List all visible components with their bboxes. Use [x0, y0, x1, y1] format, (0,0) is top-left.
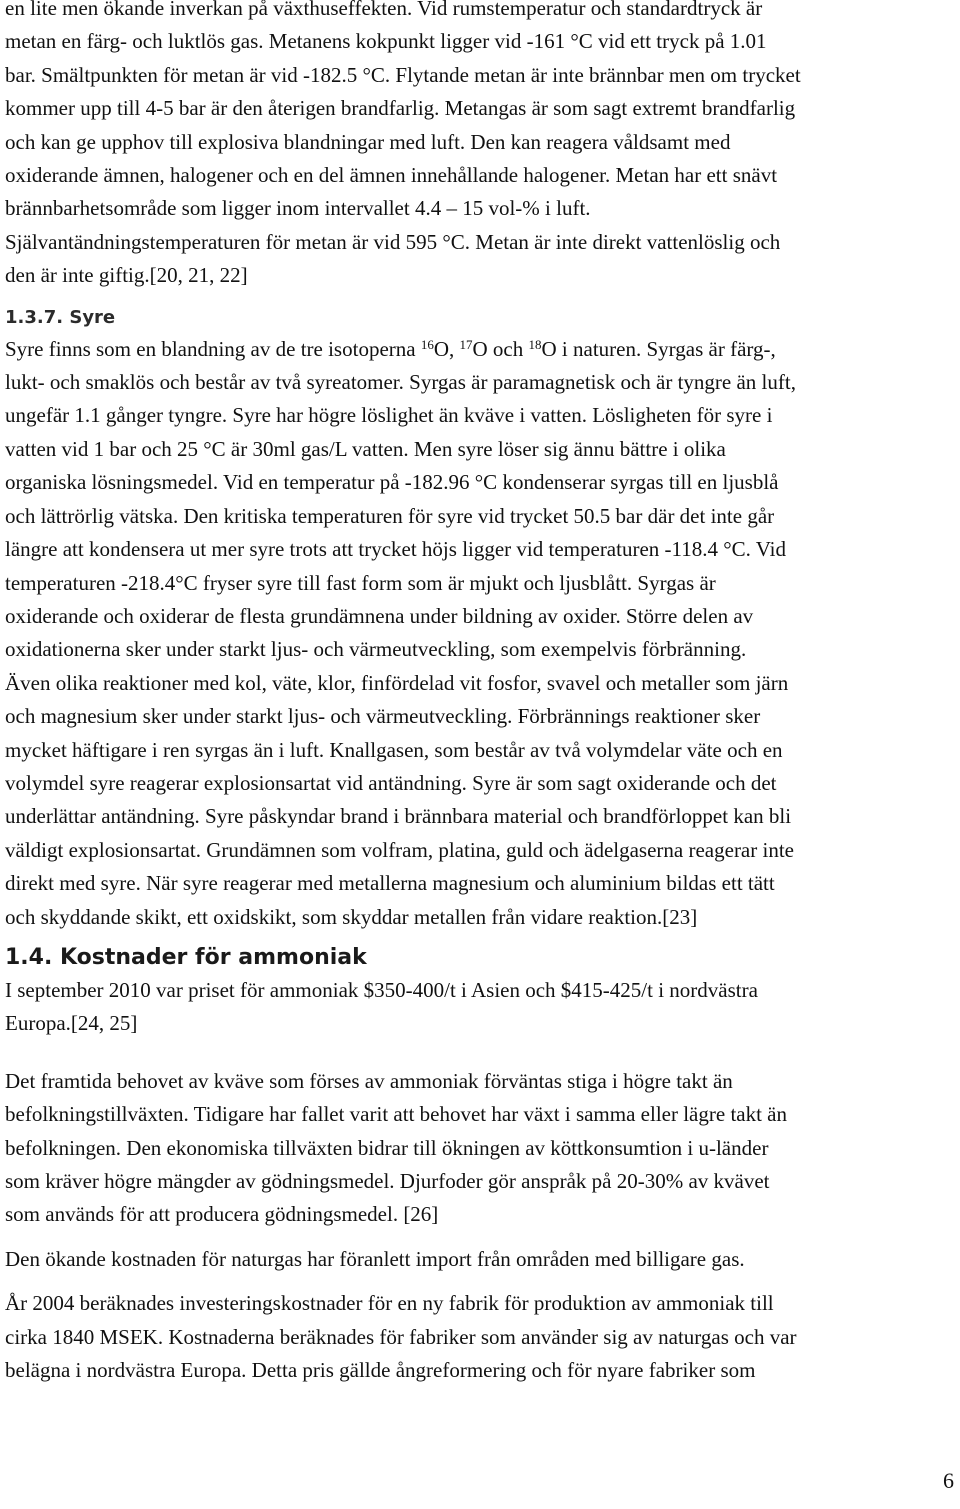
paragraph-syre	[5, 333, 955, 934]
text-line: längre att kondensera ut mer syre trots att trycket höjs ligger vid temperaturen -118.4 °C. Vid	[5, 537, 787, 562]
text-line: vatten vid 1 bar och 25 °C är 30ml gas/L vatten. Men syre löser sig ännu bättre i olika	[5, 436, 726, 461]
isotope-superscript: 16	[420, 336, 434, 352]
text-line: en lite men ökande inverkan på växthuseffekten. Vid rumstemperatur och standardtryck är	[5, 0, 763, 20]
text-line: och kan ge upphov till explosiva blandningar med luft. Den kan reagera våldsamt med	[5, 129, 731, 154]
paragraph-metan	[5, 0, 955, 293]
text-line: och lättrörlig vätska. Den kritiska temperaturen för syre vid trycket 50.5 bar där det inte går	[5, 503, 775, 528]
text-line: Självantändningstemperaturen för metan är vid 595 °C. Metan är inte direkt vattenlöslig och	[5, 229, 781, 254]
text-fragment: Syre finns som en blandning av de tre isotoperna	[5, 336, 421, 361]
document-page	[5, 0, 955, 1387]
text-line: bar. Smältpunkten för metan är vid -182.5 °C. Flytande metan är inte brännbar men om trycket	[5, 62, 801, 87]
paragraph-naturgas	[5, 1243, 955, 1276]
paragraph-gap	[5, 1041, 955, 1065]
text-line: brännbarhetsområde som ligger inom intervallet 4.4 – 15 vol-% i luft.	[5, 196, 591, 221]
text-line: oxiderande ämnen, halogener och en del ämnen innehållande halogener. Metan har ett snävt	[5, 163, 778, 188]
text-line: temperaturen -218.4°C fryser syre till fast form som är mjukt och ljusblått. Syrgas är	[5, 570, 716, 595]
text-line: ungefär 1.1 gånger tyngre. Syre har högre löslighet än kväve i vatten. Lösligheten för syre i	[5, 403, 773, 428]
text-fragment: O,	[433, 336, 460, 361]
text-line: metan en färg- och luktlös gas. Metanens kokpunkt ligger vid -161 °C vid ett tryck på 1.01	[5, 29, 767, 54]
text-line: oxiderande och oxiderar de flesta grundämnena under bildning av oxider. Större delen av	[5, 603, 754, 628]
text-line: underlättar antändning. Syre påskyndar brand i brännbara material och brandförloppet kan bli	[5, 804, 792, 829]
text-fragment: O och	[472, 336, 529, 361]
paragraph-gap	[5, 1276, 955, 1287]
text-line: Även olika reaktioner med kol, väte, klor, finfördelad vit fosfor, svavel och metaller som järn	[5, 670, 789, 695]
text-line: befolkningen. Den ekonomiska tillväxten bidrar till ökningen av köttkonsumtion i u-länder	[5, 1135, 769, 1160]
section-heading-syre: 1.3.7. Syre	[5, 306, 116, 328]
text-line: som används för att producera gödningsmedel. [26]	[5, 1202, 439, 1227]
text-line: cirka 1840 MSEK. Kostnaderna beräknades för fabriker som använder sig av naturgas och var	[5, 1324, 797, 1349]
text-line: Den ökande kostnaden för naturgas har föranlett import från områden med billigare gas.	[5, 1246, 745, 1271]
section-heading-kostnader: 1.4. Kostnader för ammoniak	[5, 944, 367, 970]
text-line: belägna i nordvästra Europa. Detta pris gällde ångreformering och för nyare fabriker som	[5, 1358, 756, 1383]
text-line: År 2004 beräknades investeringskostnader för en ny fabrik för produktion av ammoniak till	[5, 1291, 774, 1316]
text-fragment: O i naturen. Syrgas är färg-,	[541, 336, 776, 361]
text-line: som kräver högre mängder av gödningsmedel. Djurfoder gör anspråk på 20-30% av kvävet	[5, 1169, 770, 1193]
text-line: organiska lösningsmedel. Vid en temperatur på -182.96 °C kondenserar syrgas till en ljusblå	[5, 470, 779, 495]
text-line-isotopes	[5, 333, 955, 366]
paragraph-gap	[5, 1232, 955, 1243]
text-line: Det framtida behovet av kväve som förses av ammoniak förväntas stiga i högre takt än	[5, 1068, 733, 1093]
text-line: den är inte giftig.[20, 21, 22]	[5, 263, 248, 288]
paragraph-pris	[5, 974, 955, 1041]
isotope-superscript: 17	[459, 336, 473, 352]
text-line: Europa.[24, 25]	[5, 1011, 138, 1036]
text-line: och skyddande skikt, ett oxidskikt, som skyddar metallen från vidare reaktion.[23]	[5, 904, 698, 929]
text-line: väldigt explosionsartat. Grundämnen som volfram, platina, guld och ädelgaserna reagerar inte	[5, 837, 794, 862]
text-line: direkt med syre. När syre reagerar med metallerna magnesium och aluminium bildas ett tätt	[5, 871, 775, 896]
page-number: 6	[943, 1468, 954, 1493]
text-line: oxidationerna sker under starkt ljus- och värmeutveckling, som exempelvis förbränning.	[5, 637, 747, 662]
text-line: I september 2010 var priset för ammoniak $350-400/t i Asien och $415-425/t i nordvästra	[5, 977, 758, 1002]
isotope-superscript: 18	[528, 336, 542, 352]
text-line: kommer upp till 4-5 bar är den återigen brandfarlig. Metangas är som sagt extremt brandfarlig	[5, 96, 796, 121]
paragraph-behov	[5, 1065, 955, 1232]
paragraph-investering	[5, 1287, 955, 1387]
text-line: och magnesium sker under starkt ljus- och värmeutveckling. Förbrännings reaktioner sker	[5, 704, 761, 729]
text-line: befolkningstillväxten. Tidigare har fallet varit att behovet har växt i samma eller lägre takt än	[5, 1102, 788, 1127]
text-line: volymdel syre reagerar explosionsartat vid antändning. Syre är som sagt oxiderande och det	[5, 770, 777, 795]
text-line: mycket häftigare i ren syrgas än i luft. Knallgasen, som består av två volymdelar väte och en	[5, 737, 783, 762]
text-line: lukt- och smaklös och består av två syreatomer. Syrgas är paramagnetisk och är tyngre än luft,	[5, 370, 796, 395]
